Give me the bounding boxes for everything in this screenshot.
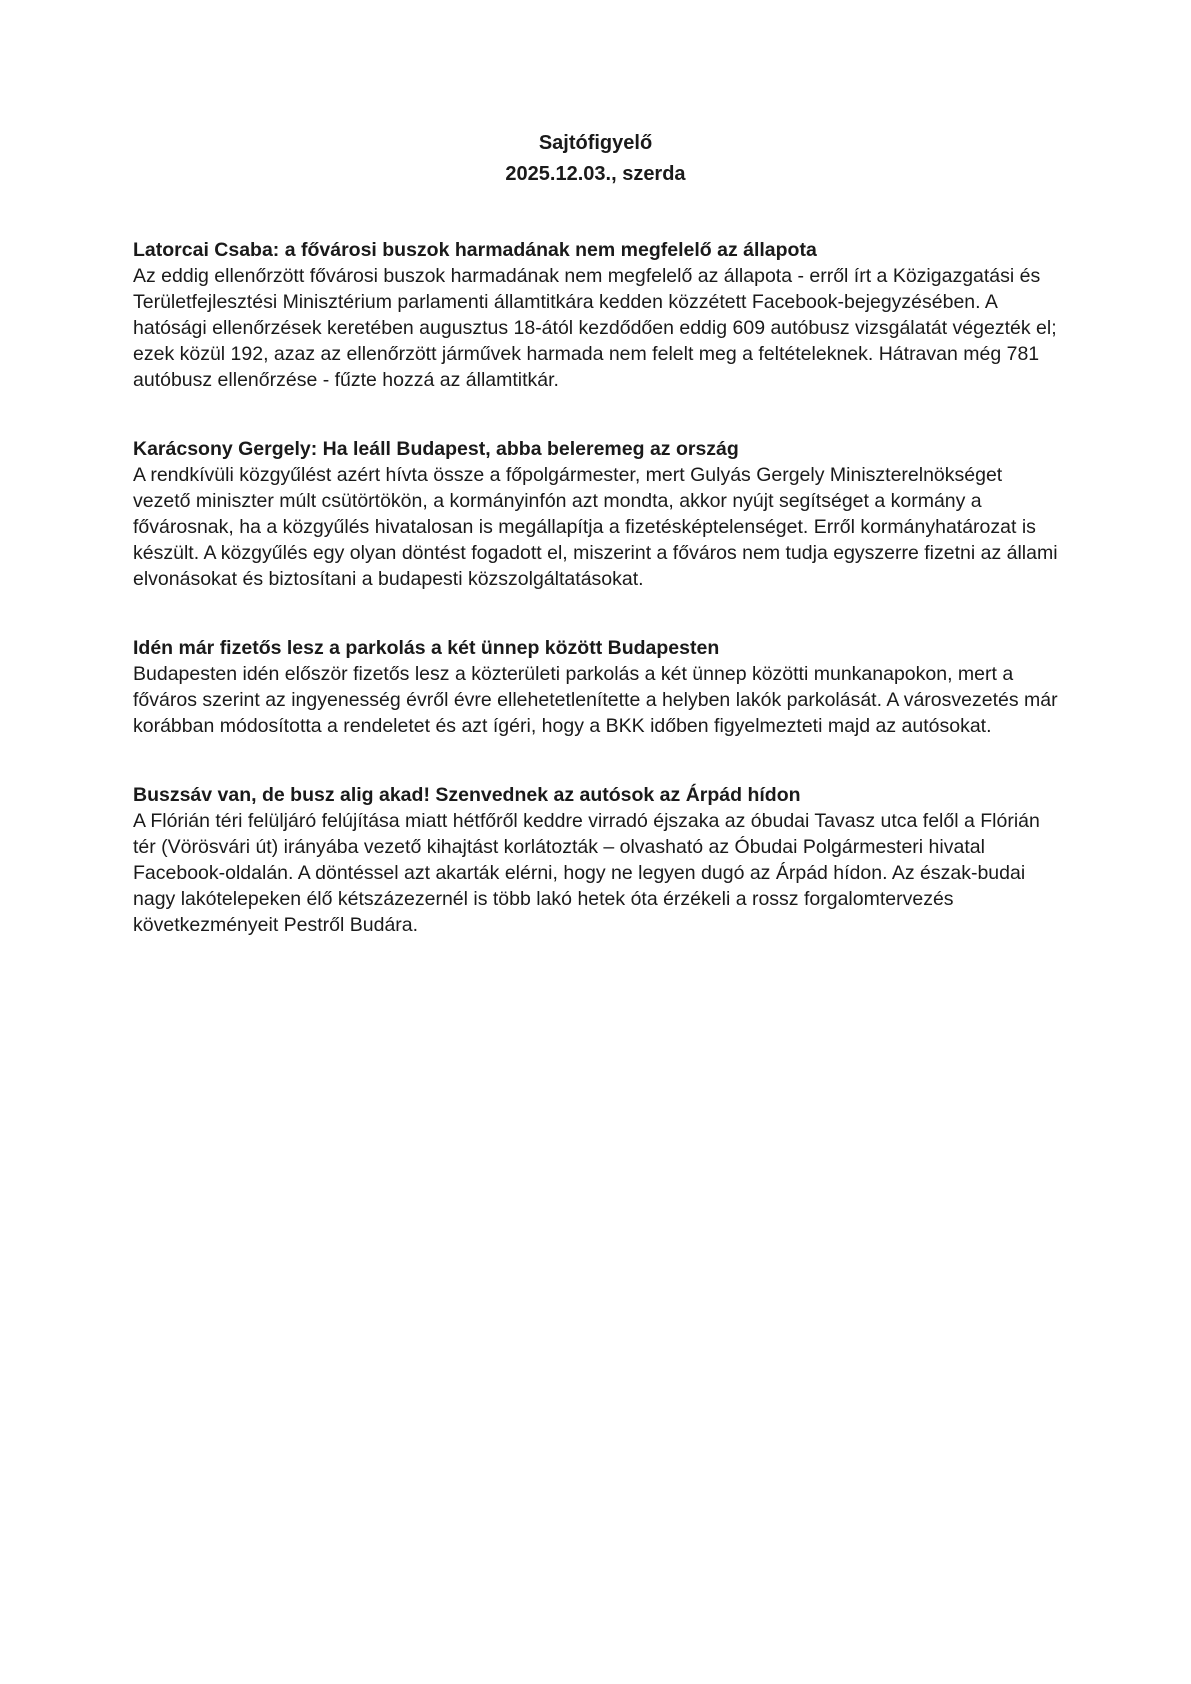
document-date: 2025.12.03., szerda bbox=[505, 163, 686, 185]
article-headline: Idén már fizetős lesz a parkolás a két ünnep között Budapesten bbox=[133, 637, 720, 659]
article-parkolas bbox=[133, 635, 1058, 739]
article-headline: Karácsony Gergely: Ha leáll Budapest, abba beleremeg az ország bbox=[133, 438, 739, 460]
article-body: Az eddig ellenőrzött fővárosi buszok harmadának nem megfelelő az állapota - erről írt a Közigazgatási és Területfejlesztési Minisztérium parlamenti államtitkára kedden közzétett Facebook-bejegyzésében. A hatósági ellenőrzések keretében augusztus 18-ától kezdődően eddig 609 autóbusz vizsgálatát végezték el; ezek közül 192, azaz az ellenőrzött járművek harmada nem felelt meg a feltételeknek. Hátravan még 781 autóbusz ellenőrzése - fűzte hozzá az államtitkár. bbox=[133, 265, 1057, 391]
page-title: Sajtófigyelő bbox=[538, 132, 653, 154]
article-buszsav bbox=[133, 782, 1058, 938]
article-headline: Buszsáv van, de busz alig akad! Szenvednek az autósok az Árpád hídon bbox=[133, 784, 801, 806]
article-headline: Latorcai Csaba: a fővárosi buszok harmadának nem megfelelő az állapota bbox=[133, 239, 817, 261]
document-header bbox=[133, 128, 1058, 190]
article-body: A rendkívüli közgyűlést azért hívta össze a főpolgármester, mert Gulyás Gergely Miniszterelnökséget vezető miniszter múlt csütörtökön, a kormányinfón azt mondta, akkor nyújt segítséget a kormány a fővárosnak, ha a közgyűlés hivatalosan is megállapítja a fizetésképtelenséget. Erről kormányhatározat is készült. A közgyűlés egy olyan döntést fogadott el, miszerint a főváros nem tudja egyszerre fizetni az állami elvonásokat és biztosítani a budapesti közszolgáltatásokat. bbox=[133, 464, 1058, 590]
article-body: Budapesten idén először fizetős lesz a közterületi parkolás a két ünnep közötti munkanapokon, mert a főváros szerint az ingyenesség évről évre ellehetetlenítette a helyben lakók parkolását. A városvezetés már korábban módosította a rendeletet és azt ígéri, hogy a BKK időben figyelmezteti majd az autósokat. bbox=[133, 663, 1058, 737]
article-latorcai bbox=[133, 237, 1058, 393]
article-karacsony bbox=[133, 436, 1058, 592]
article-body: A Flórián téri felüljáró felújítása miatt hétfőről keddre virradó éjszaka az óbudai Tavasz utca felől a Flórián tér (Vörösvári út) irányába vezető kihajtást korlátozták – olvasható az Óbudai Polgármesteri hivatal Facebook-oldalán. A döntéssel azt akarták elérni, hogy ne legyen dugó az Árpád hídon. Az észak-budai nagy lakótelepeken élő kétszázezernél is több lakó hetek óta érzékeli a rossz forgalomtervezés következményeit Pestről Budára. bbox=[133, 810, 1040, 936]
